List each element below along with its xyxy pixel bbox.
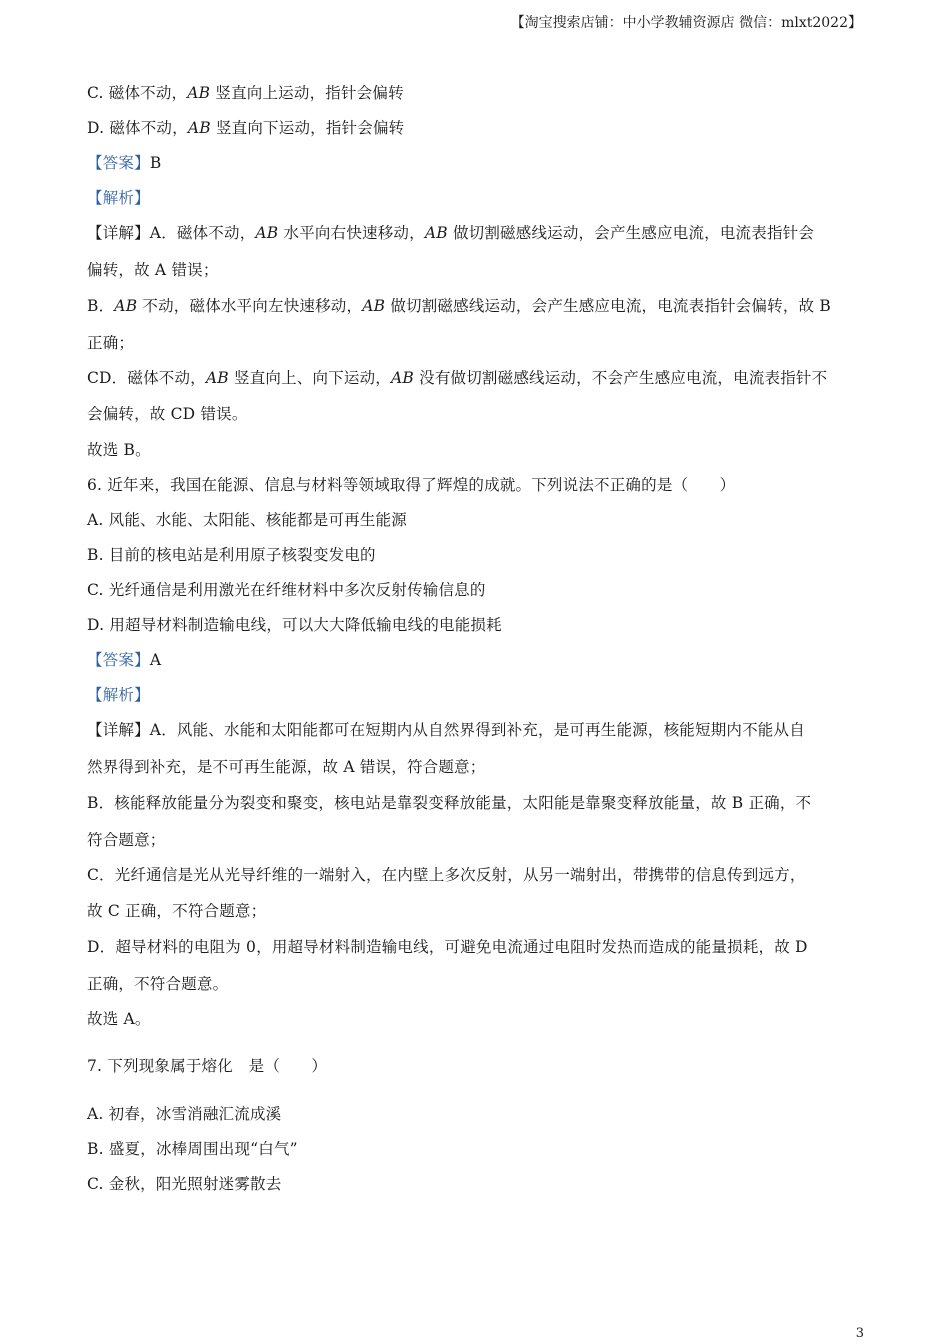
page-number: 3: [855, 1326, 864, 1341]
page-header: 【淘宝搜索店铺：中小学教辅资源店 微信：mlxt2022】: [510, 15, 862, 31]
option-d-q5: D. 磁体不动，AB 竖直向下运动，指针会偏转: [87, 119, 405, 137]
question-6: 6. 近年来，我国在能源、信息与材料等领域取得了辉煌的成就。下列说法不正确的是（ ）: [87, 476, 736, 494]
detail-q5-cd: CD．磁体不动，AB 竖直向上、向下运动，AB 没有做切割磁感线运动，不会产生感应电流，电流表指针不: [87, 369, 828, 387]
detail-q6-c: C．光纤通信是光从光导纤维的一端射入，在内壁上多次反射，从另一端射出，带携带的信息传到远方，: [87, 866, 806, 884]
option-c-q5: C. 磁体不动，AB 竖直向上运动，指针会偏转: [87, 84, 404, 102]
detail-q5-cd-cont: 会偏转，故 CD 错误。: [87, 405, 248, 423]
analysis-label-q6: 【解析】: [87, 686, 150, 704]
detail-q6-b-cont: 符合题意；: [87, 831, 166, 849]
choice-q6: 故选 A。: [87, 1010, 151, 1028]
option-d-q6: D. 用超导材料制造输电线，可以大大降低输电线的电能损耗: [87, 616, 502, 634]
option-a-q7: A. 初春，冰雪消融汇流成溪: [87, 1105, 282, 1123]
detail-q6-b: B．核能释放能量分为裂变和聚变，核电站是靠裂变释放能量，太阳能是靠聚变释放能量，故 B 正确，不: [87, 794, 812, 812]
analysis-label-q5: 【解析】: [87, 189, 150, 207]
answer-q6: 【答案】A: [87, 651, 162, 669]
option-a-q6: A. 风能、水能、太阳能、核能都是可再生能源: [87, 511, 407, 529]
choice-q5: 故选 B。: [87, 441, 151, 459]
option-c-q7: C. 金秋，阳光照射迷雾散去: [87, 1175, 282, 1193]
question-7: 7. 下列现象属于熔化 是（ ）: [87, 1057, 328, 1075]
option-b-q6: B. 目前的核电站是利用原子核裂变发电的: [87, 546, 376, 564]
answer-q5: 【答案】B: [87, 154, 162, 172]
detail-q5-a: 【详解】A．磁体不动，AB 水平向右快速移动，AB 做切割磁感线运动，会产生感应电流，电流表指针会: [87, 224, 815, 242]
detail-q5-a-cont: 偏转，故 A 错误；: [87, 261, 219, 279]
detail-q6-c-cont: 故 C 正确，不符合题意；: [87, 902, 267, 920]
option-c-q6: C. 光纤通信是利用激光在纤维材料中多次反射传输信息的: [87, 581, 486, 599]
option-b-q7: B. 盛夏，冰棒周围出现“白气”: [87, 1140, 298, 1158]
detail-q5-b-cont: 正确；: [87, 334, 135, 352]
detail-q6-d: D．超导材料的电阻为 0，用超导材料制造输电线，可避免电流通过电阻时发热而造成的能量损耗，故 D: [87, 938, 808, 956]
detail-q6-a-cont: 然界得到补充，是不可再生能源，故 A 错误，符合题意；: [87, 758, 486, 776]
detail-q6-d-cont: 正确，不符合题意。: [87, 975, 229, 993]
detail-q5-b: B．AB 不动，磁体水平向左快速移动，AB 做切割磁感线运动，会产生感应电流，电流表指针会偏转，故 B: [87, 297, 831, 315]
detail-q6-a: 【详解】A．风能、水能和太阳能都可在短期内从自然界得到补充，是可再生能源，核能短期内不能从自: [87, 721, 805, 739]
